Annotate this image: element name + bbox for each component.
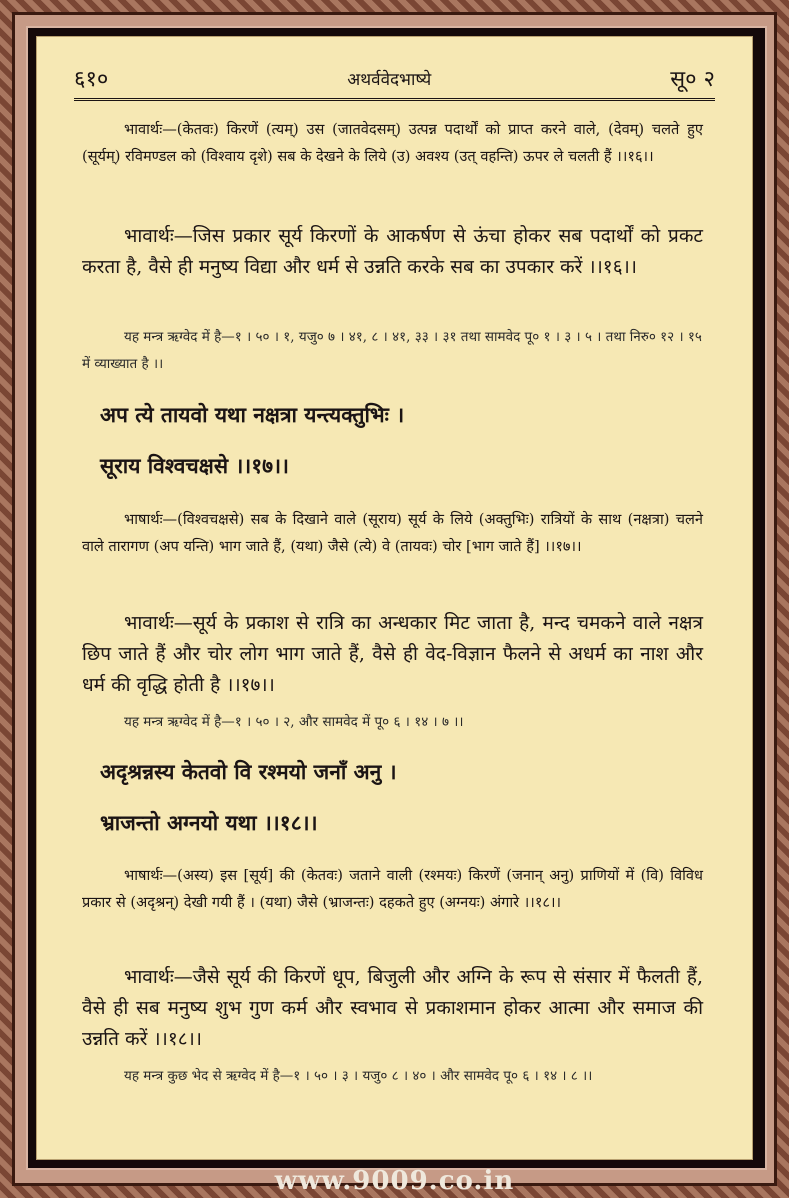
sukta-number: सू० २ <box>670 67 715 92</box>
reference-18: यह मन्त्र कुछ भेद से ऋग्वेद में है—१ । ५० । ३ । यजु० ८ । ४० । और सामवेद पू० ६ । १४ । ८ ।। <box>124 1068 593 1084</box>
meaning-18: भाषार्थः—(अस्य) इस [सूर्य] की (केतवः) जताने वाली (रश्मयः) किरणें (जनान् अनु) प्राणियों में (वि) विविध प्रकार से (अदृश्रन्) देखी गयी हैं । (यथा) जैसे (भ्राजन्तः) दहकते हुए (अग्नयः) अंगारे ।।१८।। <box>82 867 703 911</box>
page-header <box>74 58 715 98</box>
page-number: ६१० <box>74 67 109 92</box>
book-page <box>36 36 753 1160</box>
purport-17: भावार्थः—सूर्य के प्रकाश से रात्रि का अन्धकार मिट जाता है, मन्द चमकने वाले नक्षत्र छिप जाते हैं और चोर लोग भाग जाते हैं, वैसे ही वेद-विज्ञान फैलने से अधर्म का नाश और धर्म की वृद्धि होती है ।।१७।। <box>82 612 703 696</box>
reference-16: यह मन्त्र ऋग्वेद में है—१ । ५० । १, यजु० ७ । ४१, ८ । ४१, ३३ । ३१ तथा सामवेद पू० १ । ३ । ५ । तथा निरु० १२ । १५ में व्याख्यात है ।। <box>82 329 702 372</box>
website-watermark: www.9009.co.in <box>274 1166 515 1196</box>
mantra-17-line2: सूराय विश्वचक्षसे ।।१७।। <box>100 453 290 478</box>
purport-16: भावार्थः—जिस प्रकार सूर्य किरणों के आकर्षण से ऊंचा होकर सब पदार्थों को प्रकट करता है, वैसे ही मनुष्य विद्या और धर्म से उन्नति करके सब का उपकार करें ।।१६।। <box>82 225 703 278</box>
purport-18: भावार्थः—जैसे सूर्य की किरणें धूप, बिजुली और अग्नि के रूप से संसार में फैलती हैं, वैसे ही सब मनुष्य शुभ गुण कर्म और स्वभाव से प्रकाशमान होकर आत्मा और समाज की उन्नति करें ।।१८।। <box>82 966 703 1050</box>
meaning-17: भाषार्थः—(विश्वचक्षसे) सब के दिखाने वाले (सूराय) सूर्य के लिये (अक्तुभिः) रात्रियों के साथ (नक्षत्रा) चलने वाले तारागण (अप यन्ति) भाग जाते हैं, (यथा) जैसे (त्ये) वे (तायवः) चोर [भाग जाते हैं] ।।१७।। <box>82 511 703 555</box>
running-title: अथर्ववेदभाष्ये <box>347 69 432 90</box>
header-rule <box>74 98 715 101</box>
meaning-16: भावार्थः—(केतवः) किरणें (त्यम्) उस (जातवेदसम्) उत्पन्न पदार्थों को प्राप्त करने वाले, (देवम्) चलते हुए (सूर्यम्) रविमण्डल को (विश्वाय दृशे) सब के देखने के लिये (उ) अवश्य (उत् वहन्ति) ऊपर ले चलती हैं ।।१६।। <box>82 121 703 165</box>
mantra-18-line2: भ्राजन्तो अग्नयो यथा ।।१८।। <box>100 810 318 835</box>
mantra-18-line1: अदृश्रन्नस्य केतवो वि रश्मयो जनाँ अनु । <box>100 759 397 784</box>
mantra-17-line1: अप त्ये तायवो यथा नक्षत्रा यन्त्यक्तुभिः । <box>100 402 405 427</box>
reference-17: यह मन्त्र ऋग्वेद में है—१ । ५० । २, और सामवेद में पू० ६ । १४ । ७ ।। <box>124 714 464 730</box>
